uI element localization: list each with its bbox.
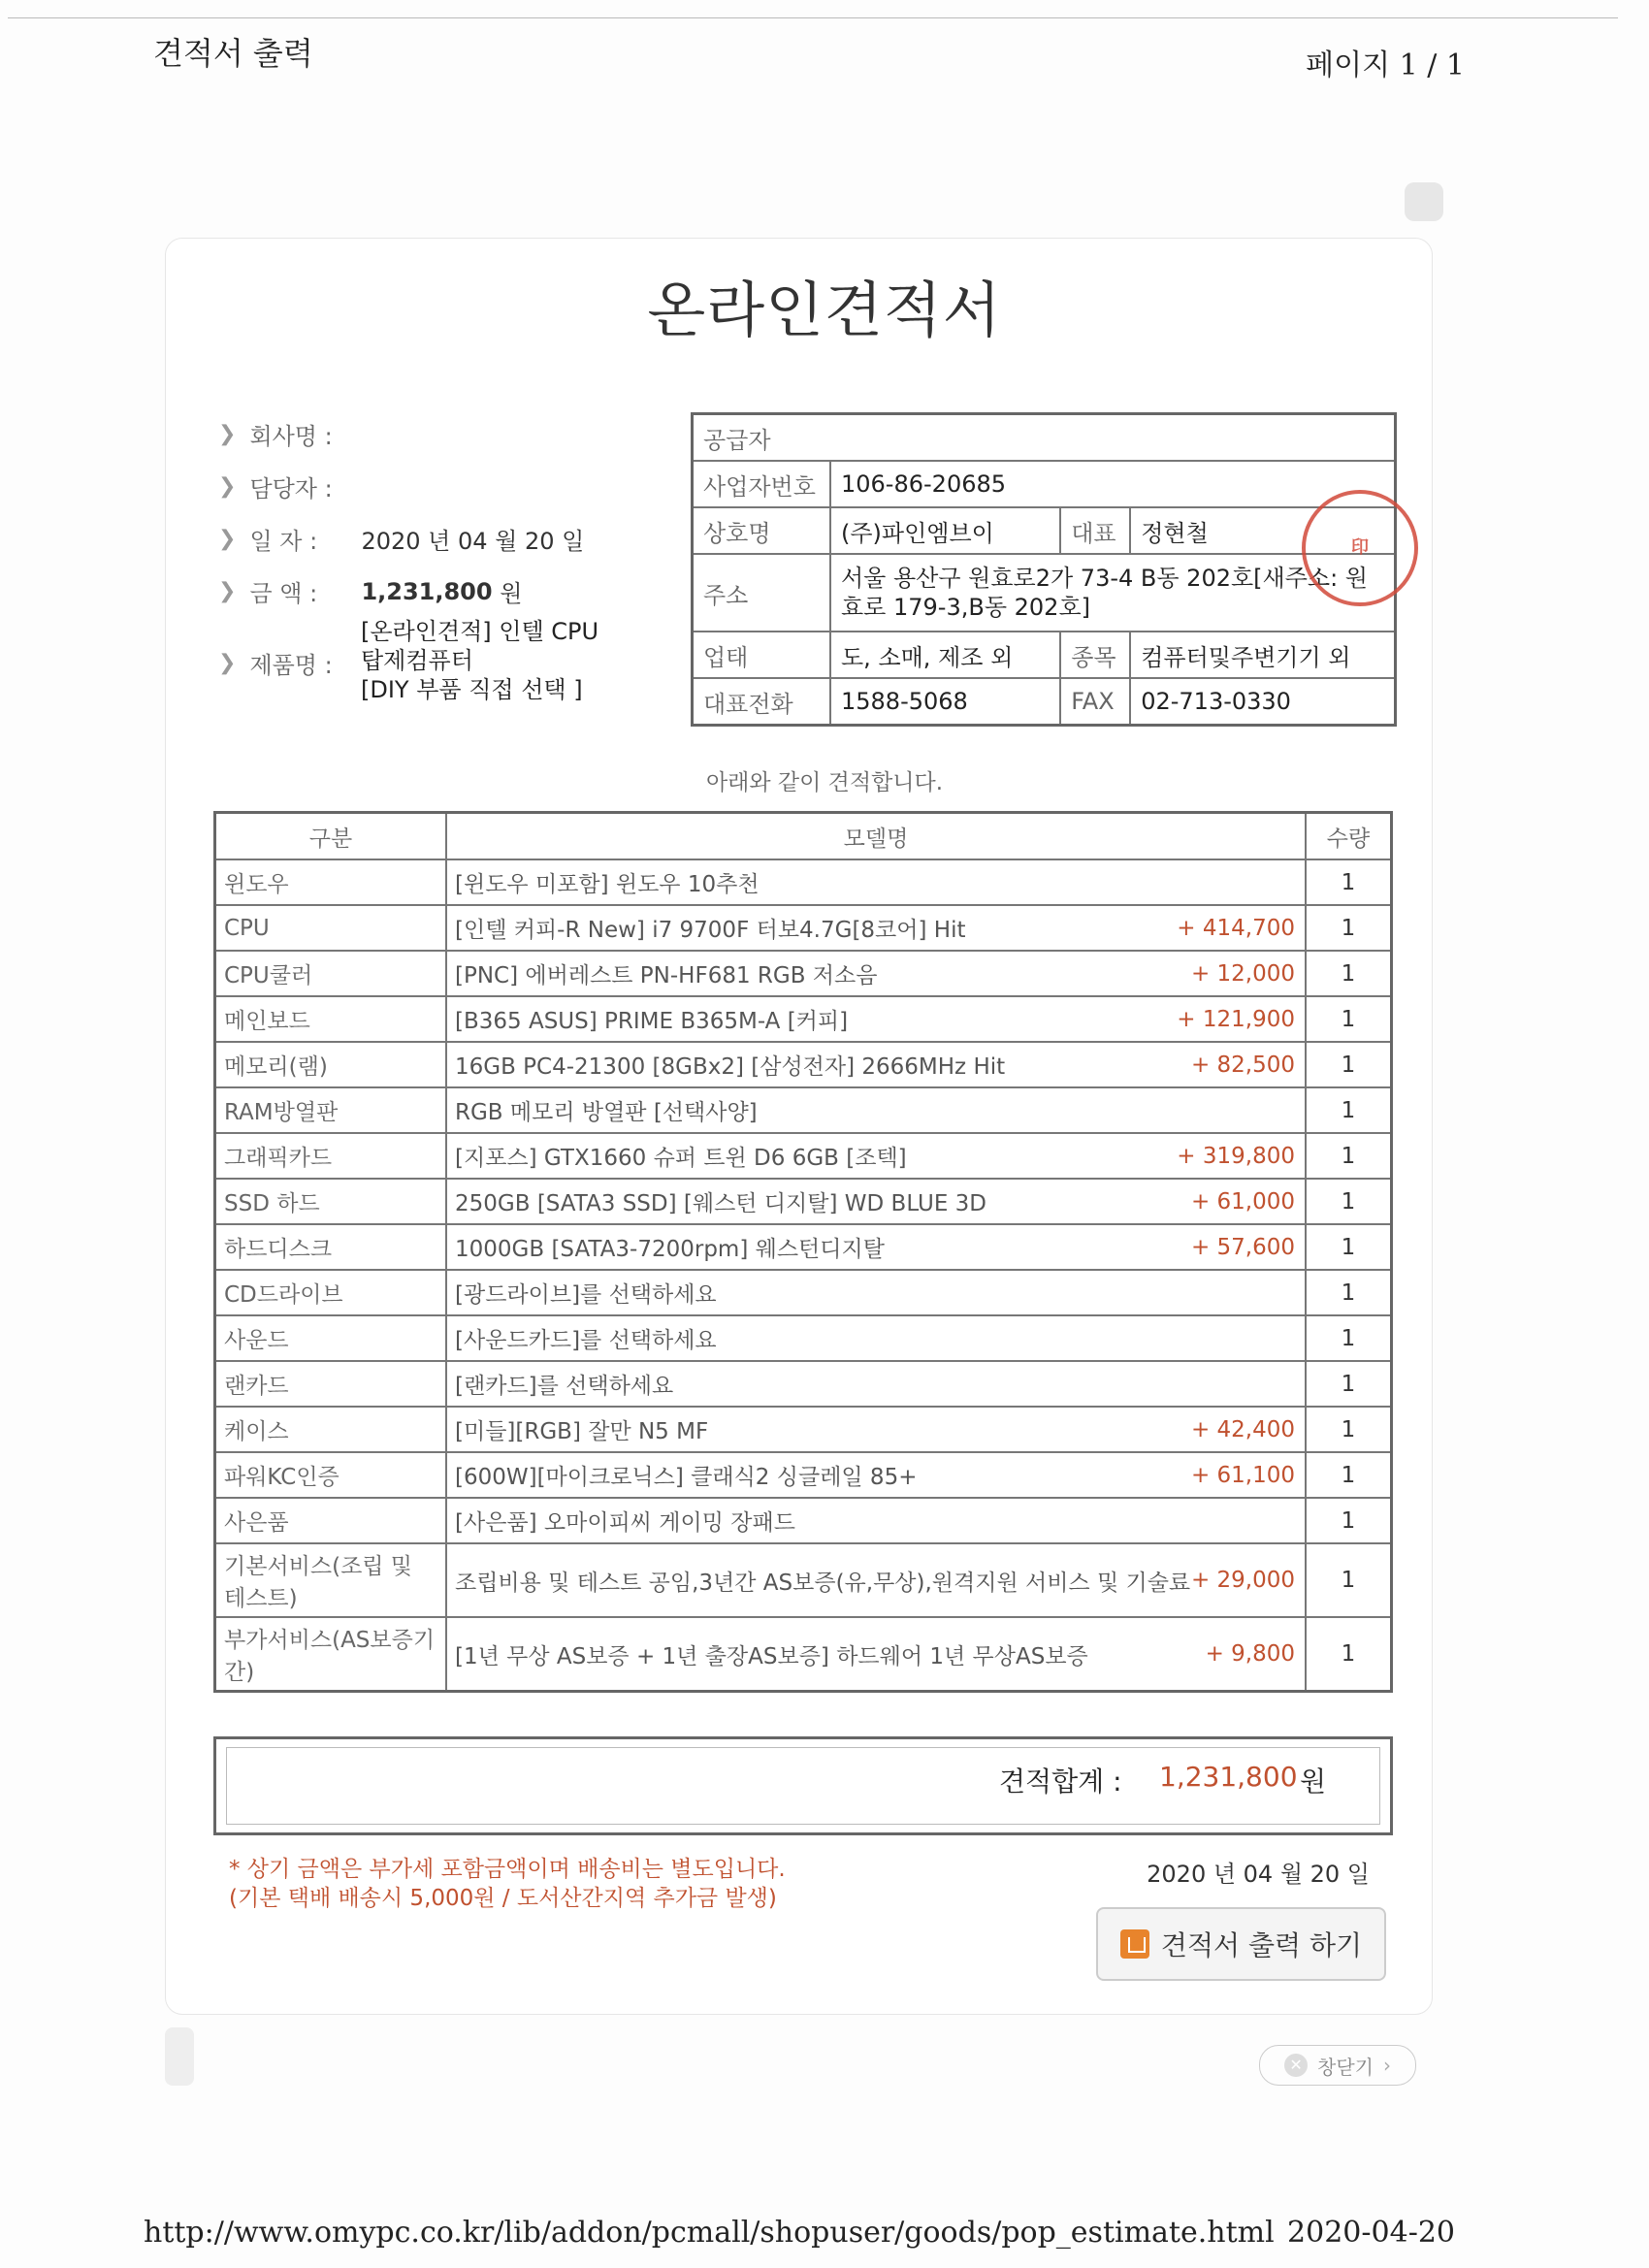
row-category: 케이스 [215,1407,447,1452]
note-line: (기본 택배 배송시 5,000원 / 도서산간지역 추가금 발생) [229,1886,777,1911]
company-seal-stamp: 印 [1302,490,1418,606]
row-qty: 1 [1306,1498,1392,1543]
row-model-text: [PNC] 에버레스트 PN-HF681 RGB 저소음 [455,963,878,988]
row-price: + 121,900 [1177,1006,1295,1032]
row-category: 사은품 [215,1498,447,1543]
table-row [215,859,1392,905]
company-row [218,417,361,451]
row-model-text: [사운드카드]를 선택하세요 [455,1328,717,1353]
row-model-text: [미들][RGB] 잘만 N5 MF [455,1419,709,1444]
date-value: 2020 년 04 월 20 일 [361,528,585,555]
row-model-text: 조립비용 및 테스트 공임,3년간 AS보증(유,무상),원격지원 서비스 및 기술료 [455,1570,1191,1596]
product-row [218,646,361,680]
row-qty: 1 [1306,1133,1392,1179]
supplier-header: 공급자 [693,414,1396,462]
row-model-text: RGB 메모리 방열판 [선택사양] [455,1100,758,1125]
product-label: 제품명 : [249,652,333,679]
supplier-table [691,412,1397,727]
table-row [215,1315,1392,1361]
row-category: 부가서비스(AS보증기간) [215,1617,447,1692]
table-row [215,1452,1392,1498]
row-qty: 1 [1306,1270,1392,1315]
address-value: 서울 용산구 원효로2가 73-4 B동 202호[새주소: 원효로 179-3,B동 202호] [830,554,1396,632]
amount-label: 금 액 : [249,580,318,607]
row-price: + 61,000 [1190,1188,1295,1215]
row-qty: 1 [1306,1042,1392,1087]
download-icon [1120,1929,1149,1959]
decor-corner [1405,182,1443,221]
table-row [215,951,1392,996]
row-qty: 1 [1306,1179,1392,1224]
row-model-text: [지포스] GTX1660 슈퍼 트윈 D6 6GB [조텍] [455,1146,907,1171]
chevron-right-icon: ❯ [218,474,237,499]
row-category: CPU쿨러 [215,951,447,996]
company-label: 회사명 : [249,423,333,450]
table-row [215,996,1392,1042]
amount-row [218,574,522,608]
row-model [446,1270,1306,1315]
row-model [446,1224,1306,1270]
phone-value: 1588-5068 [830,678,1060,726]
row-category: 하드디스크 [215,1224,447,1270]
company-name-label: 상호명 [693,507,831,554]
table-row [215,1543,1392,1617]
row-qty: 1 [1306,1452,1392,1498]
table-row [215,1617,1392,1692]
row-model [446,1087,1306,1133]
manager-label: 담당자 : [249,475,333,502]
close-window-label: 창닫기 [1317,2055,1374,2079]
row-price: + 61,100 [1190,1462,1295,1488]
row-qty: 1 [1306,996,1392,1042]
product-line: [DIY 부품 직접 선택 ] [361,676,583,703]
decor-edge [165,2027,194,2086]
ceo-value: 정현철 [1130,507,1395,554]
row-category: CD드라이브 [215,1270,447,1315]
issue-date: 2020 년 04 월 20 일 [1147,1861,1370,1888]
table-row [215,1133,1392,1179]
row-qty: 1 [1306,951,1392,996]
table-row [215,1179,1392,1224]
row-model [446,1361,1306,1407]
row-model [446,1498,1306,1543]
total-label: 견적합계 : [999,1766,1122,1798]
print-header-title: 견적서 출력 [153,35,313,72]
amount-value: 1,231,800 [361,577,493,605]
note-line: * 상기 금액은 부가세 포함금액이며 배송비는 별도입니다. [229,1857,786,1882]
row-model-text: [인텔 커피-R New] i7 9700F 터보4.7G[8코어] Hit [455,918,966,943]
row-model [446,996,1306,1042]
fax-label: FAX [1060,678,1130,726]
table-row [215,1224,1392,1270]
row-model-text: [600W][마이크로닉스] 클래식2 싱글레일 85+ [455,1465,918,1490]
table-row [215,1361,1392,1407]
row-category: 파워KC인증 [215,1452,447,1498]
table-row [215,905,1392,951]
chevron-right-icon: ❯ [218,422,237,446]
row-model-text: [사은품] 오마이피씨 게이밍 장패드 [455,1510,795,1536]
row-model-text: [광드라이브]를 선택하세요 [455,1282,717,1308]
business-type-label: 업태 [693,632,831,678]
table-row [215,1270,1392,1315]
row-qty: 1 [1306,1224,1392,1270]
row-category: SSD 하드 [215,1179,447,1224]
page-top-rule [8,17,1618,18]
row-category: 기본서비스(조립 및 테스트) [215,1543,447,1617]
close-window-button[interactable] [1259,2045,1416,2086]
product-name [361,617,598,704]
row-model [446,1133,1306,1179]
column-header-category: 구분 [215,813,447,860]
row-model [446,1617,1306,1692]
date-label: 일 자 : [249,528,318,555]
row-model [446,1543,1306,1617]
chevron-right-icon: ❯ [218,579,237,603]
row-price: + 57,600 [1190,1234,1295,1260]
row-category: 윈도우 [215,859,447,905]
row-qty: 1 [1306,1407,1392,1452]
column-header-model: 모델명 [446,813,1306,860]
column-header-qty: 수량 [1306,813,1392,860]
print-estimate-button[interactable] [1096,1907,1386,1981]
product-line: 탑제컴퓨터 [361,647,473,674]
table-row [215,1042,1392,1087]
amount-unit: 원 [500,580,523,607]
phone-label: 대표전화 [693,678,831,726]
row-category: 메모리(램) [215,1042,447,1087]
row-price: + 12,000 [1190,960,1295,987]
row-price: + 82,500 [1190,1052,1295,1078]
row-price: + 9,800 [1205,1641,1295,1667]
row-model-text: [1년 무상 AS보증 + 1년 출장AS보증] 하드웨어 1년 무상AS보증 [455,1643,1088,1669]
row-price: + 29,000 [1190,1568,1295,1593]
print-estimate-label: 견적서 출력 하기 [1160,1929,1363,1961]
row-qty: 1 [1306,905,1392,951]
row-model [446,951,1306,996]
row-price: + 42,400 [1190,1416,1295,1442]
page-number: 페이지 1 / 1 [1306,49,1465,82]
row-qty: 1 [1306,1543,1392,1617]
total-value: 1,231,800 [1159,1761,1298,1793]
row-model [446,1042,1306,1087]
row-category: RAM방열판 [215,1087,447,1133]
footer-date: 2020-04-20 [1287,2216,1455,2250]
row-model [446,1407,1306,1452]
items-table [213,811,1393,1693]
shipping-note [229,1855,786,1913]
row-price: + 414,700 [1177,915,1295,941]
document-title: 온라인견적서 [647,275,1002,345]
table-row [215,1498,1392,1543]
date-row [218,522,584,556]
row-model [446,1315,1306,1361]
row-qty: 1 [1306,1315,1392,1361]
table-row [215,1407,1392,1452]
manager-row [218,470,361,503]
row-category: 그래픽카드 [215,1133,447,1179]
row-model [446,859,1306,905]
row-qty: 1 [1306,859,1392,905]
table-row [215,1087,1392,1133]
footer-url: http://www.omypc.co.kr/lib/addon/pcmall/shopuser/goods/pop_estimate.html [144,2216,1275,2250]
ceo-label: 대표 [1060,507,1130,554]
row-qty: 1 [1306,1361,1392,1407]
address-label: 주소 [693,554,831,632]
business-item-label: 종목 [1060,632,1130,678]
row-model [446,905,1306,951]
product-line: [온라인견적] 인텔 CPU [361,618,599,645]
row-category: 사운드 [215,1315,447,1361]
row-category: 메인보드 [215,996,447,1042]
row-category: CPU [215,905,447,951]
row-model [446,1452,1306,1498]
estimate-subtitle: 아래와 같이 견적합니다. [705,770,944,795]
close-icon: ✕ [1284,2054,1308,2077]
row-model-text: [B365 ASUS] PRIME B365M-A [커피] [455,1009,849,1034]
row-model [446,1179,1306,1224]
row-price: + 319,800 [1177,1143,1295,1169]
biz-no-value: 106-86-20685 [830,461,1396,507]
row-model-text: [윈도우 미포함] 윈도우 10추천 [455,872,760,897]
biz-no-label: 사업자번호 [693,461,831,507]
row-qty: 1 [1306,1617,1392,1692]
company-name-value: (주)파인엠브이 [830,507,1060,554]
row-model-text: 250GB [SATA3 SSD] [웨스턴 디지탈] WD BLUE 3D [455,1191,987,1216]
chevron-right-icon: › [1382,2054,1391,2077]
business-type-value: 도, 소매, 제조 외 [830,632,1060,678]
business-item-value: 컴퓨터및주변기기 외 [1130,632,1395,678]
row-category: 랜카드 [215,1361,447,1407]
row-model-text: [랜카드]를 선택하세요 [455,1374,674,1399]
row-model-text: 1000GB [SATA3-7200rpm] 웨스턴디지탈 [455,1237,885,1262]
fax-value: 02-713-0330 [1130,678,1395,726]
row-qty: 1 [1306,1087,1392,1133]
chevron-right-icon: ❯ [218,651,237,675]
row-model-text: 16GB PC4-21300 [8GBx2] [삼성전자] 2666MHz Hit [455,1054,1006,1080]
total-unit: 원 [1300,1766,1327,1798]
chevron-right-icon: ❯ [218,527,237,551]
